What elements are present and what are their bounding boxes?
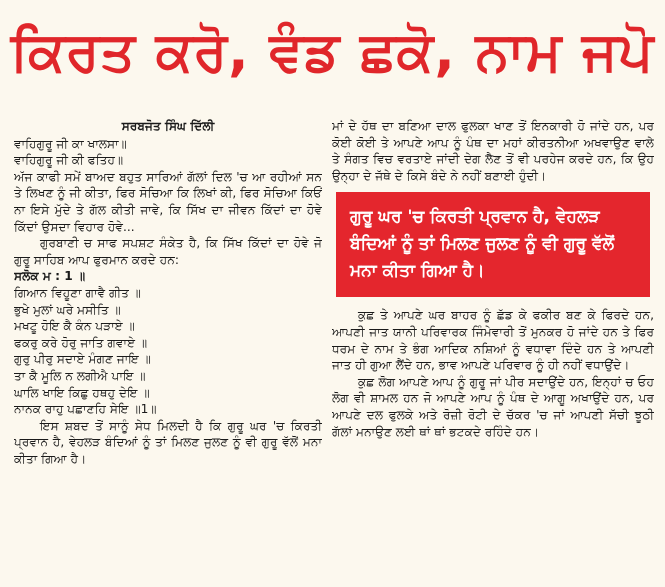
continuation-paragraph: ਮਾਂ ਦੇ ਹੱਥ ਦਾ ਬਣਿਆ ਦਾਲ ਫੁਲਕਾ ਖਾਣ ਤੋਂ ਇਨਕਾਰੀ ਹੋ ਜਾਂਦੇ ਹਨ, ਪਰ ਕੋਈ ਕੋਈ ਤੇ ਆਪਣੇ ਆਪ ਨੂੰ ਪੰਥ ਦਾ ਮਹਾਂ ਕੀਰਤਨੀਆ ਅਖਵਾਉਣ ਵਾਲੇ ਤੇ ਸੰਗਤ ਵਿਚ ਵਰਤਾਏ ਜਾਂਦੀ ਦੇਗ ਲੈਣ ਤੋਂ ਵੀ ਪਰਹੇਜ ਕਰਦੇ ਹਨ, ਕਿ ਉਹ ਉਨ੍ਹਾ ਦੇ ਜੱਥੇ ਦੇ ਕਿਸੇ ਬੰਦੇ ਨੇ ਨਹੀਂ ਬਣਾਈ ਹੁੰਦੀ। [332, 119, 654, 183]
guru-pir-paragraph: ਕੁਛ ਲੋਗ ਆਪਣੇ ਆਪ ਨੂੰ ਗੁਰੂ ਜਾਂ ਪੀਰ ਸਦਾਉਂਦੇ ਹਨ, ਇਨ੍ਹਾਂ ਚ ਓਹ ਲੋਗ ਵੀ ਸ਼ਾਮਲ ਹਨ ਜੋ ਆਪਣੇ ਆਪ ਨੂੰ ਪੰਥ ਦੇ ਆਗੂ ਅਖਾਉਂਦੇ ਹਨ, ਪਰ ਆਪਣੇ ਦਲ ਫੁਲਕੇ ਅਤੇ ਰੋਜ਼ੀ ਰੋਟੀ ਦੇ ਚੱਕਰ 'ਚ ਜਾਂ ਆਪਣੀ ਸੱਚੀ ਝੂਠੀ ਗੱਲਾਂ ਮਨਾਉਣ ਲਈ ਥਾਂ ਥਾਂ ਭਟਕਦੇ ਰਹਿੰਦੇ ਹਨ। [332, 374, 654, 439]
salutation-line-1: ਵਾਹਿਗੁਰੂ ਜੀ ਕਾ ਖਾਲਸਾ॥ [14, 136, 127, 151]
verse-line: ਘਾਲਿ ਖਾਇ ਕਿਛੁ ਹਥਹੁ ਦੇਇ ॥ [14, 385, 150, 400]
pull-quote-box: ਗੁਰੂ ਘਰ 'ਚ ਕਿਰਤੀ ਪ੍ਰਵਾਨ ਹੈ, ਵੇਹਲੜ ਬੰਦਿਆਂ ਨੂੰ ਤਾਂ ਮਿਲਣ ਜੁਲਣ ਨੂੰ ਵੀ ਗੁਰੂ ਵੱਲੋਂ ਮਨਾ ਕੀਤਾ ਗਿਆ ਹੈ। [336, 192, 650, 297]
verse-block [14, 285, 322, 418]
left-column [14, 118, 322, 587]
shabad-paragraph: ਇਸ ਸ਼ਬਦ ਤੋਂ ਸਾਨੂੰ ਸੇਧ ਮਿਲਦੀ ਹੈ ਕਿ ਗੁਰੂ ਘਰ 'ਚ ਕਿਰਤੀ ਪ੍ਰਵਾਨ ਹੈ, ਵੇਹਲੜ ਬੰਦਿਆਂ ਨੂੰ ਤਾਂ ਮਿਲਣ ਜੁਲਣ ਨੂੰ ਵੀ ਗੁਰੂ ਵੱਲੋਂ ਮਨਾ ਕੀਤਾ ਗਿਆ ਹੈ। [14, 418, 322, 466]
fakir-paragraph: ਕੁਛ ਤੇ ਆਪਣੇ ਘਰ ਬਾਹਰ ਨੂੰ ਛੱਡ ਕੇ ਫਕੀਰ ਬਣ ਕੇ ਫਿਰਦੇ ਹਨ, ਆਪਣੀ ਜਾਤ ਯਾਨੀ ਪਰਿਵਾਰਕ ਜਿੰਮੇਵਾਰੀ ਤੋਂ ਮੁਨਕਰ ਹੋ ਜਾਂਦੇ ਹਨ ਤੇ ਫਿਰ ਧਰਮ ਦੇ ਨਾਮ ਤੇ ਭੰਗ ਆਦਿਕ ਨਸ਼ਿਆਂ ਨੂੰ ਵਧਾਵਾ ਦਿੰਦੇ ਹਨ ਤੇ ਆਪਣੀ ਜਾਤ ਹੀ ਗੁਆ ਲੈਂਦੇ ਹਨ, ਭਾਵ ਆਪਣੇ ਪਰਿਵਾਰ ਨੂੰ ਹੀ ਨਹੀਂ ਵਧਾਉਂਦੇ। [332, 308, 654, 373]
author-byline: ਸਰਬਜੋਤ ਸਿੰਘ ਦਿੱਲੀ [121, 119, 215, 133]
right-column [332, 118, 654, 587]
verse-line: ਫਕਰੁ ਕਰੇ ਹੋਰੁ ਜਾਤਿ ਗਵਾਏ ॥ [14, 335, 148, 350]
article-headline: ਕਿਰਤ ਕਰੋ, ਵੰਡ ਛਕੋ, ਨਾਮ ਜਪੋ [10, 20, 655, 83]
verse-line: ਨਾਨਕ ਰਾਹੁ ਪਛਾਣਹਿ ਸੇਇ ॥1॥ [14, 402, 157, 417]
verse-line: ਤਾ ਕੈ ਮੂਲਿ ਨ ਲਗੀਐ ਪਾਇ ॥ [14, 368, 146, 383]
verse-line: ਮਖਟੂ ਹੋਇ ਕੈ ਕੰਨ ਪੜਾਏ ॥ [14, 319, 135, 334]
salok-heading: ਸਲੋਕ ਮ : 1 ॥ [14, 269, 86, 284]
verse-line: ਗਿਆਨ ਵਿਹੂਣਾ ਗਾਵੈ ਗੀਤ ॥ [14, 285, 141, 300]
intro-paragraph: ਅੱਜ ਕਾਫੀ ਸਮੇਂ ਬਾਅਦ ਬਹੁਤ ਸਾਰਿਆਂ ਗੱਲਾਂ ਦਿਲ 'ਚ ਆ ਰਹੀਆਂ ਸਨ ਤੇ ਲਿਖਣ ਨੂੰ ਜੀ ਕੀਤਾ, ਫਿਰ ਸੋਚਿਆ ਕਿ ਲਿਖਾਂ ਕੀ, ਫਿਰ ਸੋਚਿਆ ਕਿਓਂ ਨਾ ਇਸੇ ਮੁੱਦੇ ਤੇ ਗੱਲ ਕੀਤੀ ਜਾਵੇ, ਕਿ ਸਿੱਖ ਦਾ ਜੀਵਨ ਕਿੱਦਾਂ ਦਾ ਹੋਵੇ ਕਿੱਦਾਂ ਉਸਦਾ ਵਿਹਾਰ ਹੋਵੇ... [14, 169, 322, 234]
gurbani-paragraph: ਗੁਰਬਾਣੀ ਚ ਸਾਫ ਸਪਸ਼ਟ ਸੰਕੇਤ ਹੈ, ਕਿ ਸਿੱਖ ਕਿੱਦਾਂ ਦਾ ਹੋਵੇ ਜੋ ਗੁਰੂ ਸਾਹਿਬ ਆਪ ਫੁਰਮਾਨ ਕਰਦੇ ਹਨ: [14, 236, 322, 267]
salutation-line-2: ਵਾਹਿਗੁਰੂ ਜੀ ਕੀ ਫਤਿਹ॥ [14, 153, 124, 168]
verse-line: ਗੁਰੁ ਪੀਰੁ ਸਦਾਏ ਮੰਗਣ ਜਾਇ ॥ [14, 352, 151, 367]
verse-line: ਭੁਖੇ ਮੁਲਾਂ ਘਰੇ ਮਸੀਤਿ ॥ [14, 302, 121, 317]
